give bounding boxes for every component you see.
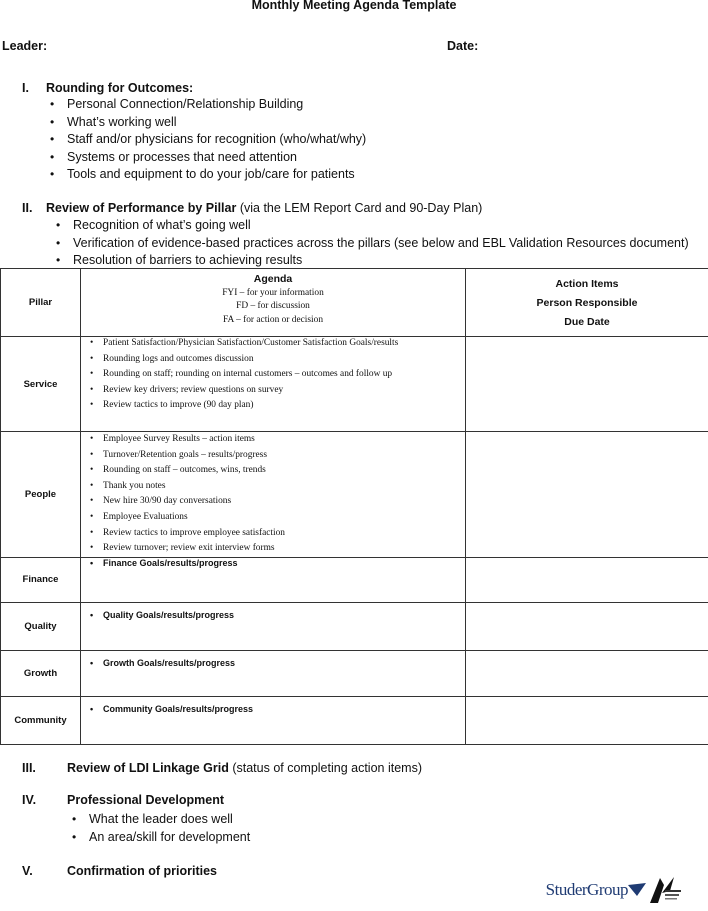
- list-item: • An area/skill for development: [89, 829, 250, 847]
- agenda-cell-service: [81, 337, 466, 432]
- leader-label: Leader:: [2, 39, 48, 53]
- list-item: • What the leader does well: [89, 811, 250, 829]
- list-item: • Rounding logs and outcomes discussion: [103, 352, 465, 368]
- list-item: • Review key drivers; review questions on survey: [103, 383, 465, 399]
- agenda-legend-fa: FA – for action or decision: [222, 314, 324, 325]
- action-cell-quality[interactable]: [466, 602, 708, 650]
- logo-text: StuderGroup: [545, 880, 628, 899]
- list-item: • Staff and/or physicians for recognition (who/what/why): [67, 131, 366, 149]
- list-item: • Finance Goals/results/progress: [103, 556, 465, 572]
- section-3-number: III.: [22, 761, 36, 775]
- action-cell-growth[interactable]: [466, 650, 708, 696]
- list-item: • Rounding on staff; rounding on internal customers – outcomes and follow up: [103, 367, 465, 383]
- section-4-list: [89, 811, 250, 846]
- list-item: • Recognition of what’s going well: [73, 217, 689, 235]
- section-2-title: Review of Performance by Pillar: [46, 201, 237, 215]
- agenda-cell-growth: [81, 650, 466, 696]
- list-item: • Verification of evidence-based practices across the pillars (see below and EBL Validation Resources document): [73, 235, 689, 253]
- list-item: • Review tactics to improve employee satisfaction: [103, 526, 465, 542]
- section-2-number: II.: [22, 201, 33, 215]
- list-item: • Growth Goals/results/progress: [103, 656, 465, 672]
- section-2-heading: [22, 201, 482, 215]
- section-2-list: [73, 217, 689, 270]
- section-2-subtitle: (via the LEM Report Card and 90-Day Plan): [239, 201, 483, 215]
- list-item: • What’s working well: [67, 114, 366, 132]
- list-item: • Review turnover; review exit interview forms: [103, 541, 465, 557]
- list-item: • Employee Survey Results – action items: [103, 432, 465, 448]
- section-4-number: IV.: [22, 793, 37, 807]
- page-title: Monthly Meeting Agenda Template: [251, 0, 457, 12]
- agenda-legend-fyi: FYI – for your information: [222, 287, 324, 298]
- section-3-title: Review of LDI Linkage Grid: [67, 761, 229, 775]
- agenda-cell-finance: [81, 557, 466, 602]
- section-5-heading: [22, 864, 217, 878]
- action-header-cell: [466, 269, 708, 337]
- list-item: • Community Goals/results/progress: [103, 702, 465, 718]
- section-3-heading: [22, 761, 422, 775]
- action-cell-community[interactable]: [466, 696, 708, 744]
- pillar-table: [0, 268, 708, 745]
- table-row: [1, 650, 708, 696]
- list-item: • Turnover/Retention goals – results/progress: [103, 448, 465, 464]
- agenda-header: Agenda: [253, 273, 293, 285]
- table-row: [1, 696, 708, 744]
- pillar-service: Service: [1, 337, 81, 432]
- table-row: [1, 557, 708, 602]
- list-item: • Quality Goals/results/progress: [103, 608, 465, 624]
- list-item: • Systems or processes that need attention: [67, 149, 366, 167]
- section-1-heading: [22, 81, 193, 95]
- logo-flag-icon: [628, 883, 646, 897]
- pillar-community: Community: [1, 696, 81, 744]
- section-1-list: [67, 96, 366, 184]
- list-item: • Review tactics to improve (90 day plan): [103, 398, 465, 414]
- date-label: Date:: [447, 39, 479, 53]
- agenda-legend-fd: FD – for discussion: [236, 301, 310, 311]
- pillar-people: People: [1, 432, 81, 558]
- person-responsible-header: Person Responsible: [536, 297, 638, 309]
- table-row: [1, 602, 708, 650]
- list-item: • Tools and equipment to do your job/care for patients: [67, 166, 366, 184]
- list-item: • Personal Connection/Relationship Building: [67, 96, 366, 114]
- due-date-header: Due Date: [564, 316, 610, 328]
- agenda-cell-community: [81, 696, 466, 744]
- table-row: [1, 337, 708, 432]
- pillar-header: Pillar: [1, 269, 81, 337]
- studer-group-logo: [546, 875, 684, 905]
- action-items-header: Action Items: [555, 278, 619, 290]
- list-item: • New hire 30/90 day conversations: [103, 494, 465, 510]
- list-item: • Patient Satisfaction/Physician Satisfaction/Customer Satisfaction Goals/results: [103, 336, 465, 352]
- section-4-title: Professional Development: [67, 793, 224, 807]
- pillar-growth: Growth: [1, 650, 81, 696]
- agenda-header-cell: [81, 269, 466, 337]
- section-4-heading: [22, 793, 224, 807]
- section-5-title: Confirmation of priorities: [67, 864, 217, 878]
- action-cell-finance[interactable]: [466, 557, 708, 602]
- pillar-finance: Finance: [1, 557, 81, 602]
- logo-emblem-icon: [646, 875, 684, 905]
- list-item: • Employee Evaluations: [103, 510, 465, 526]
- section-1-number: I.: [22, 81, 29, 95]
- section-3-subtitle: (status of completing action items): [232, 761, 422, 775]
- action-cell-service[interactable]: [466, 337, 708, 432]
- section-1-title: Rounding for Outcomes:: [46, 81, 194, 95]
- list-item: • Rounding on staff – outcomes, wins, trends: [103, 463, 465, 479]
- list-item: • Thank you notes: [103, 479, 465, 495]
- agenda-cell-people: [81, 432, 466, 558]
- list-item: • Resolution of barriers to achieving results: [73, 252, 689, 270]
- action-cell-people[interactable]: [466, 432, 708, 558]
- agenda-cell-quality: [81, 602, 466, 650]
- pillar-quality: Quality: [1, 602, 81, 650]
- table-header-row: [1, 269, 708, 337]
- table-row: [1, 432, 708, 558]
- section-5-number: V.: [22, 864, 33, 878]
